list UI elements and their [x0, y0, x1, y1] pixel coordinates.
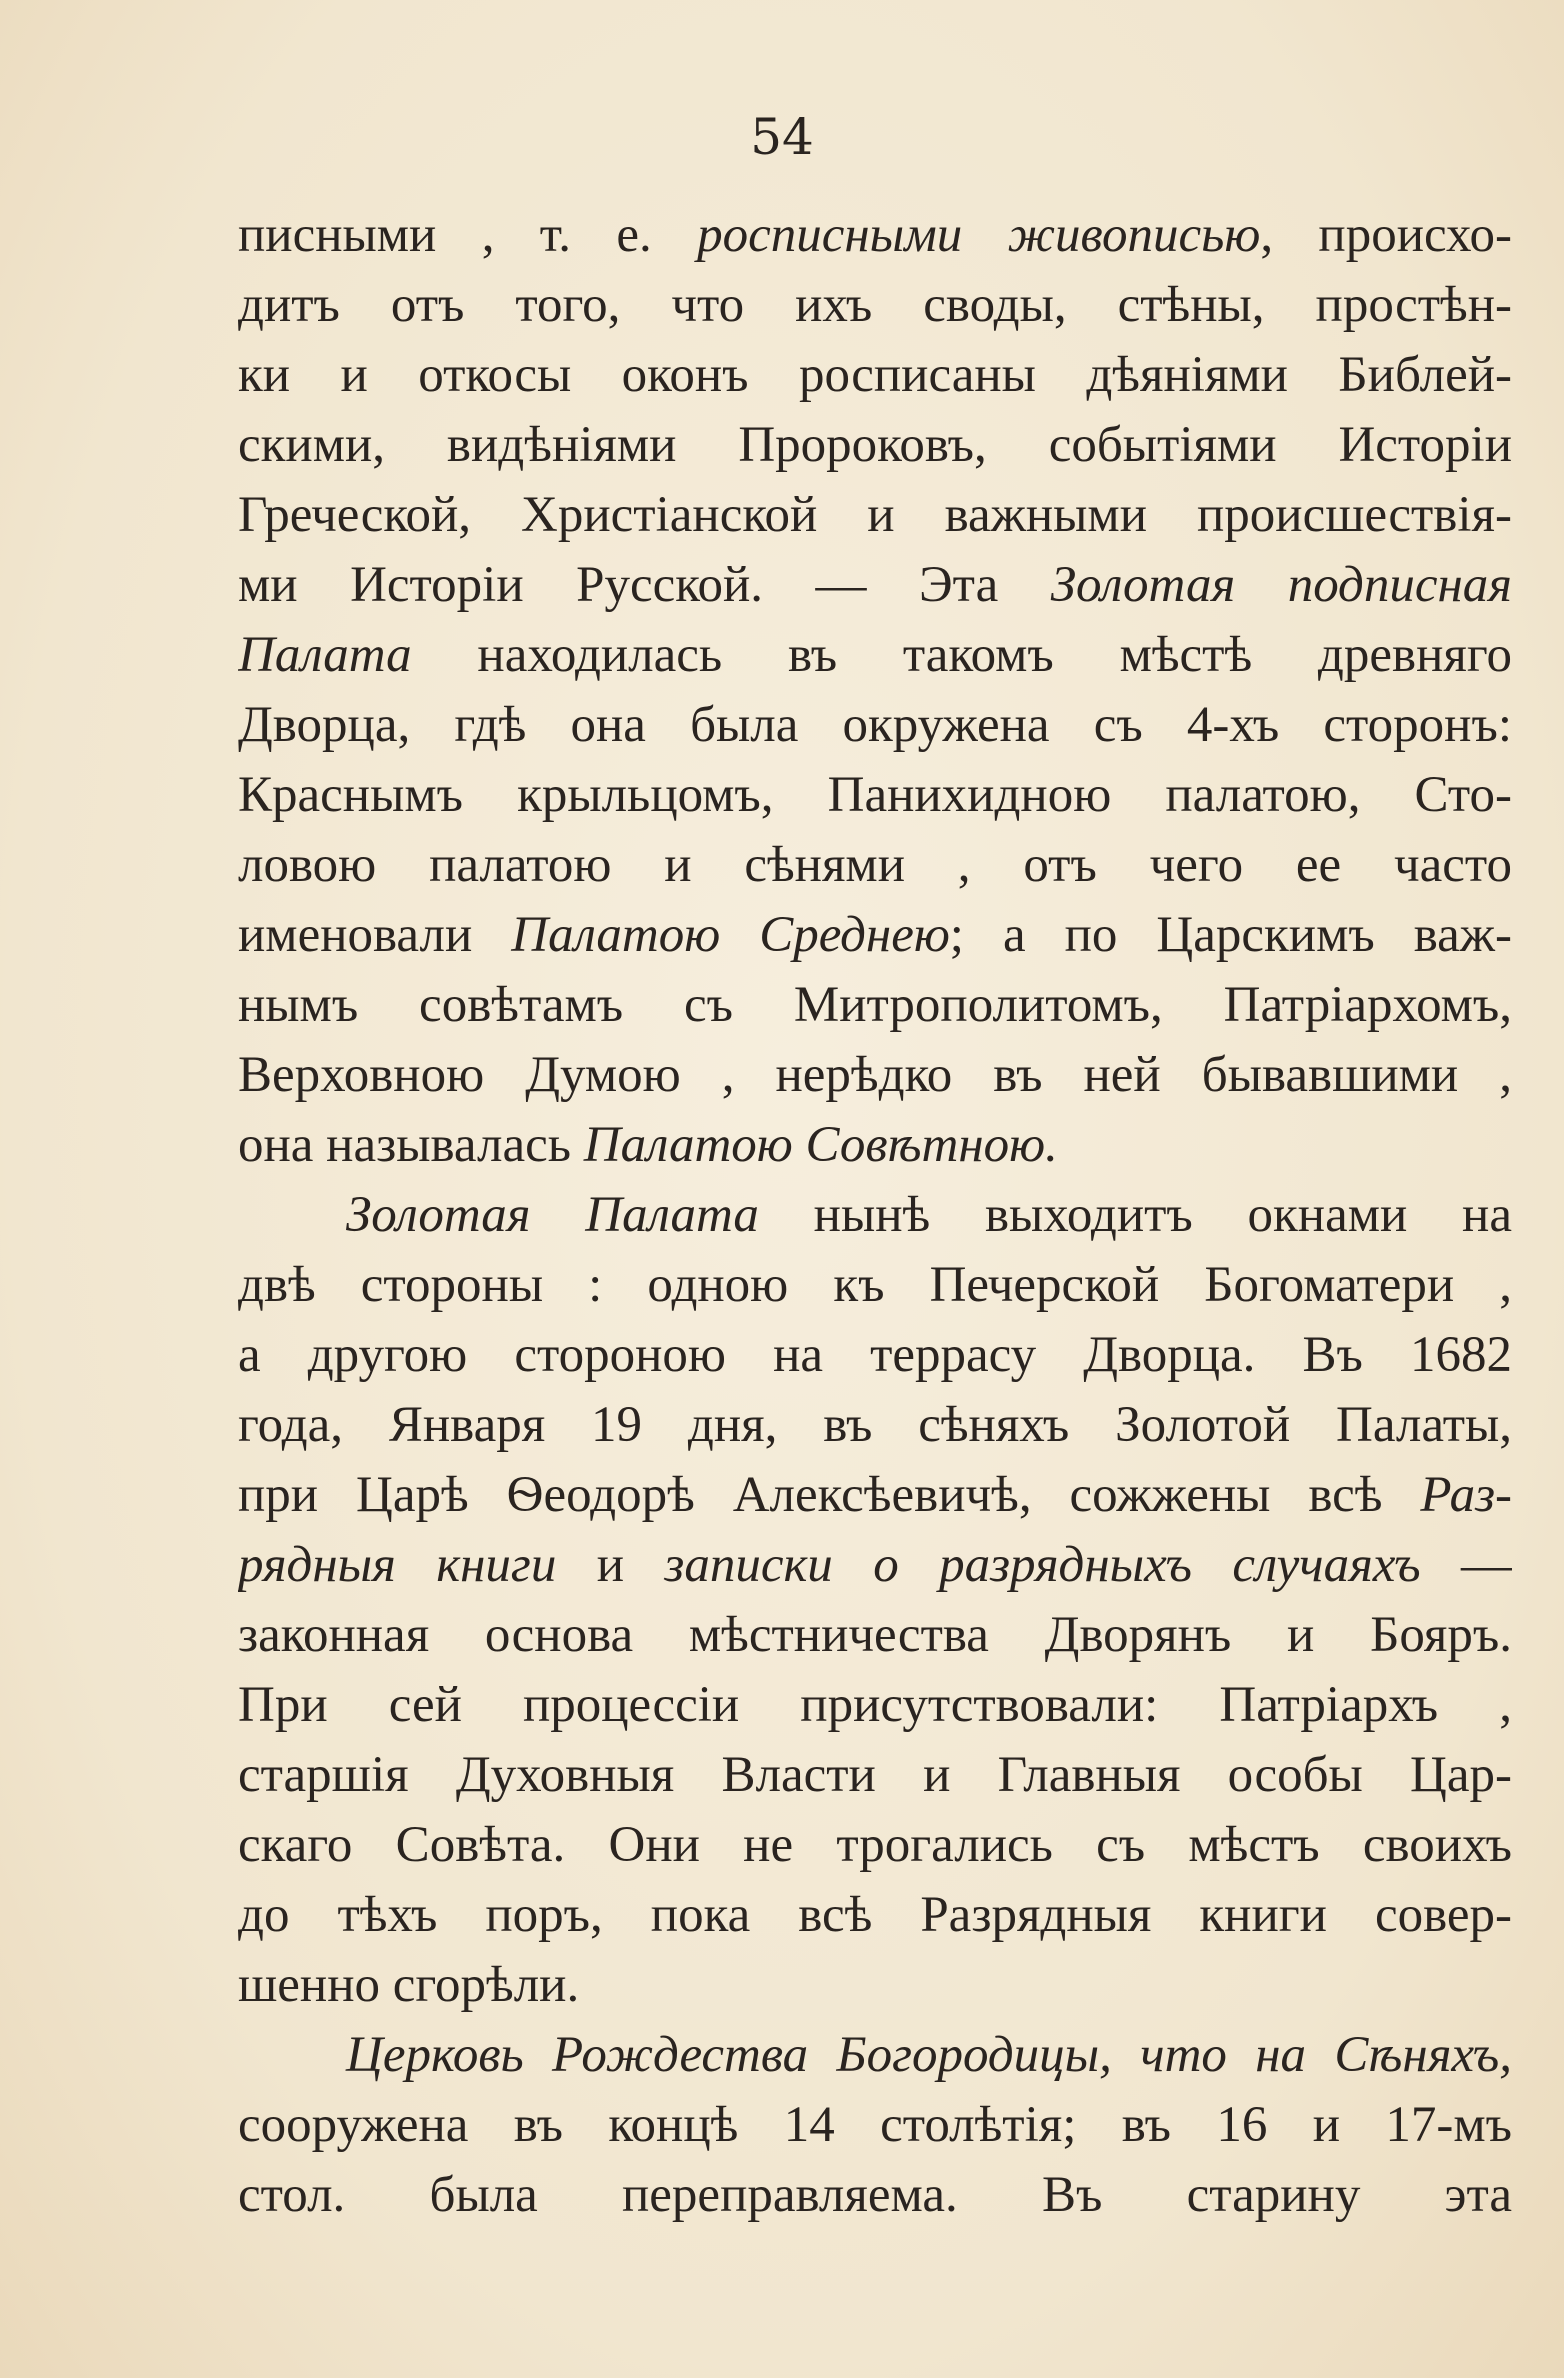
italic-text-segment: Палатою Совѣтною. — [583, 1117, 1058, 1173]
text-segment: двѣ стороны : одною къ Печерской Богоматери , — [238, 1257, 1512, 1313]
text-segment: при Царѣ Ѳеодорѣ Алексѣевичѣ, сожжены всѣ — [238, 1467, 1421, 1523]
text-line — [238, 830, 1512, 900]
text-segment: ки и откосы оконъ росписаны дѣяніями Библей- — [238, 347, 1512, 403]
text-segment: она называлась — [238, 1117, 584, 1173]
text-segment: и — [556, 1537, 665, 1593]
text-segment: , происхо- — [1260, 207, 1512, 263]
text-segment: дитъ отъ того, что ихъ своды, стѣны, простѣн- — [238, 277, 1512, 333]
text-line — [238, 1600, 1512, 1670]
italic-text-segment: росписными живописью — [697, 207, 1261, 263]
text-line — [238, 410, 1512, 480]
text-segment: именовали — [238, 907, 512, 963]
italic-text-segment: Раз- — [1420, 1467, 1512, 1523]
text-line — [238, 1320, 1512, 1390]
text-segment: ловою палатою и сѣнями , отъ чего ее часто — [238, 837, 1512, 893]
page-number: 54 — [750, 108, 814, 166]
text-segment: — — [1420, 1537, 1512, 1593]
text-segment: Верховною Думою , нерѣдко въ ней бывавшими , — [238, 1047, 1512, 1103]
text-line — [238, 340, 1512, 410]
text-line — [238, 1670, 1512, 1740]
text-line — [238, 690, 1512, 760]
text-line — [238, 2020, 1512, 2090]
text-line — [238, 270, 1512, 340]
italic-text-segment: Палатою Среднею — [511, 907, 950, 963]
text-segment: законная основа мѣстничества Дворянъ и Бояръ. — [238, 1607, 1512, 1663]
text-line — [238, 1950, 1512, 2020]
text-segment: находилась въ такомъ мѣстѣ древняго — [411, 627, 1512, 683]
text-segment: стол. была переправляема. Въ старину эта — [238, 2167, 1512, 2223]
italic-text-segment: Церковь Рождества Богородицы, что на Сѣняхъ, — [346, 2027, 1512, 2083]
text-segment: При сей процессіи присутствовали: Патріархъ , — [238, 1677, 1512, 1733]
text-segment: шенно сгорѣли. — [238, 1957, 580, 2013]
text-segment: ми Исторіи Русской. — Эта — [238, 557, 1051, 613]
text-line — [238, 1880, 1512, 1950]
text-segment: скаго Совѣта. Они не трогались съ мѣстъ своихъ — [238, 1817, 1512, 1873]
text-line — [238, 970, 1512, 1040]
text-line — [238, 2090, 1512, 2160]
text-segment: нымъ совѣтамъ съ Митрополитомъ, Патріархомъ, — [238, 977, 1512, 1033]
text-line — [238, 900, 1512, 970]
italic-text-segment: Золотая Палата — [346, 1187, 759, 1243]
body-text — [238, 200, 1512, 2230]
text-segment: скими, видѣніями Пророковъ, событіями Исторіи — [238, 417, 1512, 473]
text-segment: нынѣ выходитъ окнами на — [758, 1187, 1512, 1243]
text-line — [238, 760, 1512, 830]
text-segment: Греческой, Христіанской и важными происшествія- — [238, 487, 1512, 543]
text-segment: Краснымъ крыльцомъ, Панихидною палатою, Сто- — [238, 767, 1512, 823]
text-segment: писными , т. е. — [238, 207, 698, 263]
text-line — [238, 1740, 1512, 1810]
text-line — [238, 550, 1512, 620]
text-line — [238, 1810, 1512, 1880]
text-line — [238, 1040, 1512, 1110]
text-segment: сооружена въ концѣ 14 столѣтія; въ 16 и 17-мъ — [238, 2097, 1512, 2153]
text-line — [238, 480, 1512, 550]
text-line — [238, 1110, 1512, 1180]
text-line — [238, 1250, 1512, 1320]
text-segment: ; а по Царскимъ важ- — [949, 907, 1512, 963]
italic-text-segment: Золотая подписная — [1050, 557, 1512, 613]
text-line — [238, 1390, 1512, 1460]
text-segment: Дворца, гдѣ она была окружена съ 4-хъ сторонъ: — [238, 697, 1512, 753]
text-line — [238, 1180, 1512, 1250]
text-segment: а другою стороною на террасу Дворца. Въ 1682 — [238, 1327, 1512, 1383]
text-line — [238, 1460, 1512, 1530]
text-segment: до тѣхъ поръ, пока всѣ Разрядныя книги совер- — [238, 1887, 1512, 1943]
italic-text-segment: рядныя книги — [238, 1537, 557, 1593]
text-line — [238, 620, 1512, 690]
text-segment: года, Января 19 дня, въ сѣняхъ Золотой Палаты, — [238, 1397, 1512, 1453]
text-line — [238, 2160, 1512, 2230]
text-line — [238, 1530, 1512, 1600]
text-segment: старшія Духовныя Власти и Главныя особы Цар- — [238, 1747, 1512, 1803]
italic-text-segment: Палата — [238, 627, 412, 683]
text-line — [238, 200, 1512, 270]
italic-text-segment: записки о разрядныхъ случаяхъ — [664, 1537, 1421, 1593]
